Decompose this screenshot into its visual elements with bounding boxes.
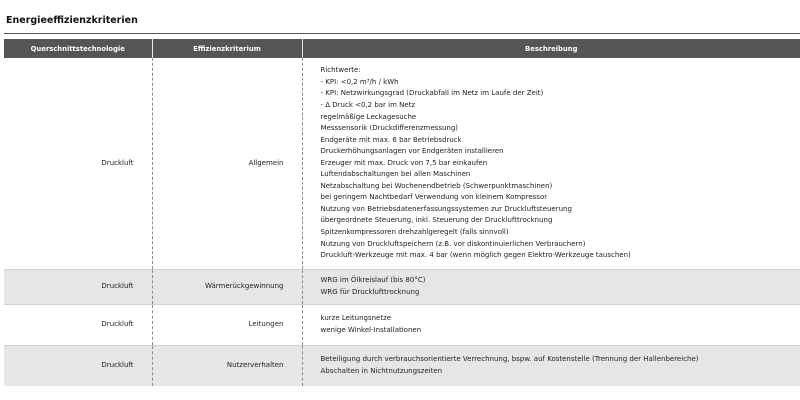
cell-technology: Druckluft xyxy=(4,270,152,305)
cell-technology: Druckluft xyxy=(4,346,152,387)
description-line: übergeordnete Steuerung, inkl. Steuerung der Drucklufttrocknung xyxy=(320,216,553,225)
cell-criterion: Wärmerückgewinnung xyxy=(152,270,302,305)
table-row xyxy=(4,270,800,305)
page-title: Energieeffizienzkriterien xyxy=(6,15,138,26)
description-line: Spitzenkompressoren drehzahlgeregelt (falls sinnvoll) xyxy=(320,228,509,236)
header-description: Beschreibung xyxy=(302,39,800,58)
description-line: Messsensorik (Druckdifferenzmessung) xyxy=(320,124,459,133)
description-line: Druckerhöhungsanlagen vor Endgeräten installieren xyxy=(320,147,504,156)
description-line: - KPI: Netzwirkungsgrad (Druckabfall im Netz im Laufe der Zeit) xyxy=(320,89,544,98)
description-line: - KPI: <0,2 m³/h / kWh xyxy=(320,77,399,86)
description-line: Abschalten in Nichtnutzungszeiten xyxy=(320,367,443,375)
header-technology: Querschnittstechnologie xyxy=(4,39,152,58)
description-line: wenige Winkel-Installationen xyxy=(320,326,422,334)
description-line: WRG im Ölkreislauf (bis 80°C) xyxy=(320,276,426,285)
cell-description xyxy=(302,346,800,387)
description-line: Endgeräte mit max. 6 bar Betriebsdruck xyxy=(320,135,462,144)
cell-technology: Druckluft xyxy=(4,305,152,346)
description-line: bei geringem Nachtbedarf Verwendung von kleinem Kompressor xyxy=(320,193,548,202)
title-divider xyxy=(4,33,800,34)
cell-description xyxy=(302,270,800,305)
header-criterion: Effizienzkriterium xyxy=(152,39,302,58)
table-row xyxy=(4,346,800,387)
description-line: kurze Leitungsnetze xyxy=(320,314,392,323)
description-line: WRG für Drucklufttrocknung xyxy=(320,288,420,296)
cell-criterion: Leitungen xyxy=(152,305,302,346)
cell-technology: Druckluft xyxy=(4,58,152,270)
criteria-table xyxy=(4,39,800,386)
cell-description xyxy=(302,305,800,346)
description-line: Druckluft-Werkzeuge mit max. 4 bar (wenn möglich gegen Elektro-Werkzeuge tauschen) xyxy=(320,251,631,260)
description-line: Luftendabschaltungen bei allen Maschinen xyxy=(320,170,471,179)
cell-criterion: Nutzerverhalten xyxy=(152,346,302,387)
description-line: regelmäßige Leckagesuche xyxy=(320,112,417,121)
table-row xyxy=(4,58,800,270)
description-line: Nutzung von Druckluftspeichern (z.B. vor diskontinuierlichen Verbrauchern) xyxy=(320,239,586,248)
description-line: Erzeuger mit max. Druck von 7,5 bar einkaufen xyxy=(320,158,488,167)
table-header-row xyxy=(4,39,800,58)
description-line: Netzabschaltung bei Wochenendbetrieb (Schwerpunktmaschinen) xyxy=(320,181,553,190)
cell-criterion: Allgemein xyxy=(152,58,302,270)
table-row xyxy=(4,305,800,346)
description-line: Beteiligung durch verbrauchsorientierte Verrechnung, bspw. auf Kostenstelle (Trennung der Hallenbereiche) xyxy=(320,355,699,364)
description-line: - Δ Druck <0,2 bar im Netz xyxy=(320,100,416,109)
cell-description xyxy=(302,58,800,270)
description-line: Nutzung von Betriebsdatenerfassungssystemen zur Druckluftsteuerung xyxy=(320,204,572,213)
description-line: Richtwerte: xyxy=(320,66,361,75)
